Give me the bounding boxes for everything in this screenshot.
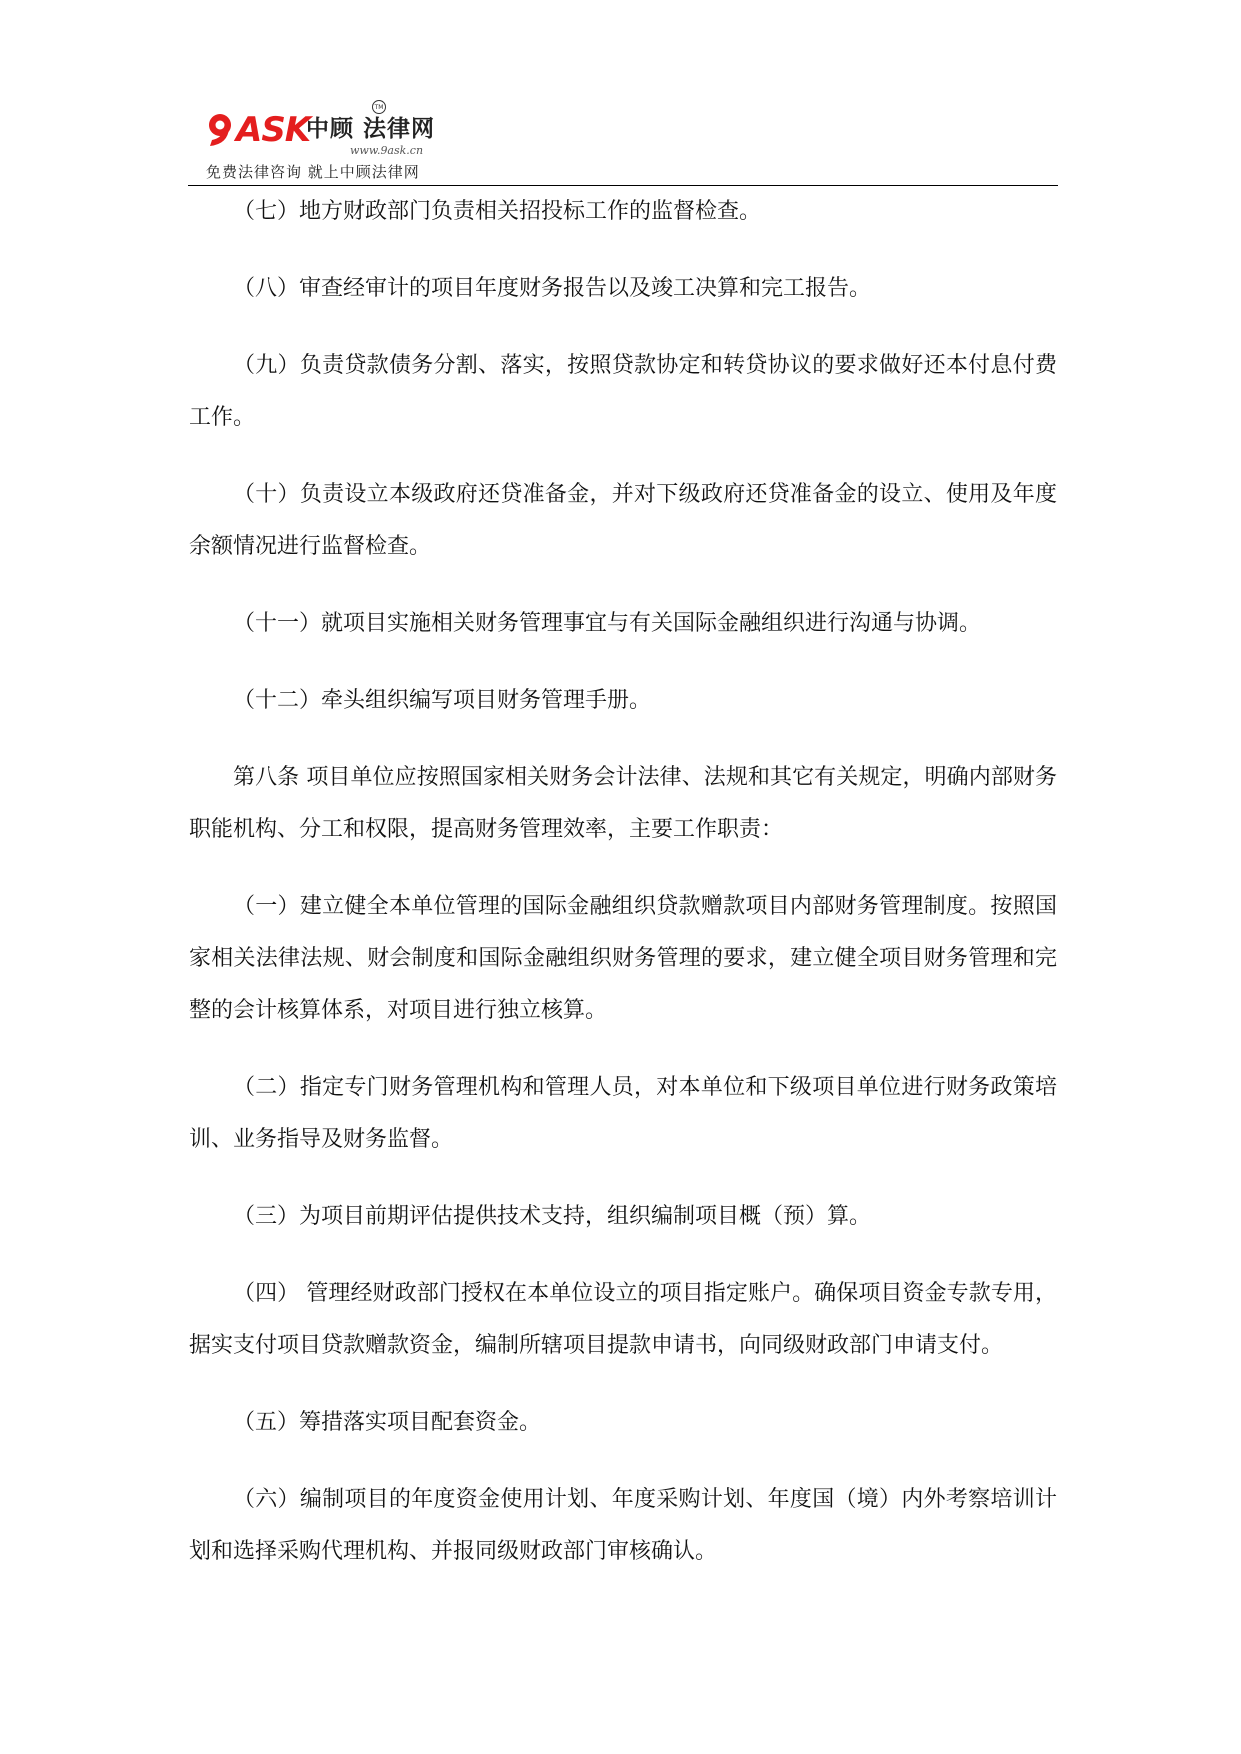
paragraph-9: （九）负责贷款债务分割、落实，按照贷款协定和转贷协议的要求做好还本付息付费工作。 [189, 353, 1057, 430]
logo-url: www.9ask.cn [350, 144, 424, 157]
article-8: 第八条 项目单位应按照国家相关财务会计法律、法规和其它有关规定，明确内部财务职能机构、分工和权限，提高财务管理效率，主要工作职责： [189, 765, 1057, 842]
article-8-item-1: （一）建立健全本单位管理的国际金融组织贷款赠款项目内部财务管理制度。按照国家相关法律法规、财会制度和国际金融组织财务管理的要求，建立健全项目财务管理和完整的会计核算体系，对项目进行独立核算。 [189, 894, 1057, 1023]
trademark-badge: TM [372, 100, 386, 114]
article-8-item-6: （六）编制项目的年度资金使用计划、年度采购计划、年度国（境）内外考察培训计划和选择采购代理机构、并报同级财政部门审核确认。 [189, 1487, 1057, 1564]
logo-slogan: 免费法律咨询 就上中顾法律网 [206, 163, 420, 181]
article-8-item-5: （五）筹措落实项目配套资金。 [233, 1410, 542, 1435]
paragraph-12: （十二）牵头组织编写项目财务管理手册。 [233, 688, 652, 713]
article-8-item-2: （二）指定专门财务管理机构和管理人员，对本单位和下级项目单位进行财务政策培训、业务指导及财务监督。 [189, 1075, 1057, 1152]
article-8-item-4: （四） 管理经财政部门授权在本单位设立的项目指定账户。确保项目资金专款专用，据实支付项目贷款赠款资金，编制所辖项目提款申请书，向同级财政部门申请支付。 [189, 1281, 1057, 1358]
page-header [188, 92, 1058, 186]
article-8-item-3: （三）为项目前期评估提供技术支持，组织编制项目概（预）算。 [233, 1204, 872, 1229]
logo-brand-name: 中顾 法律网 [306, 116, 436, 142]
paragraph-11: （十一）就项目实施相关财务管理事宜与有关国际金融组织进行沟通与协调。 [233, 611, 982, 636]
document-body [189, 186, 1057, 1603]
logo-brand-ask: ASK [236, 110, 311, 150]
site-logo [202, 100, 462, 180]
paragraph-7: （七）地方财政部门负责相关招投标工作的监督检查。 [233, 199, 762, 224]
paragraph-8: （八）审查经审计的项目年度财务报告以及竣工决算和完工报告。 [233, 276, 872, 301]
paragraph-10: （十）负责设立本级政府还贷准备金，并对下级政府还贷准备金的设立、使用及年度余额情况进行监督检查。 [189, 482, 1057, 559]
